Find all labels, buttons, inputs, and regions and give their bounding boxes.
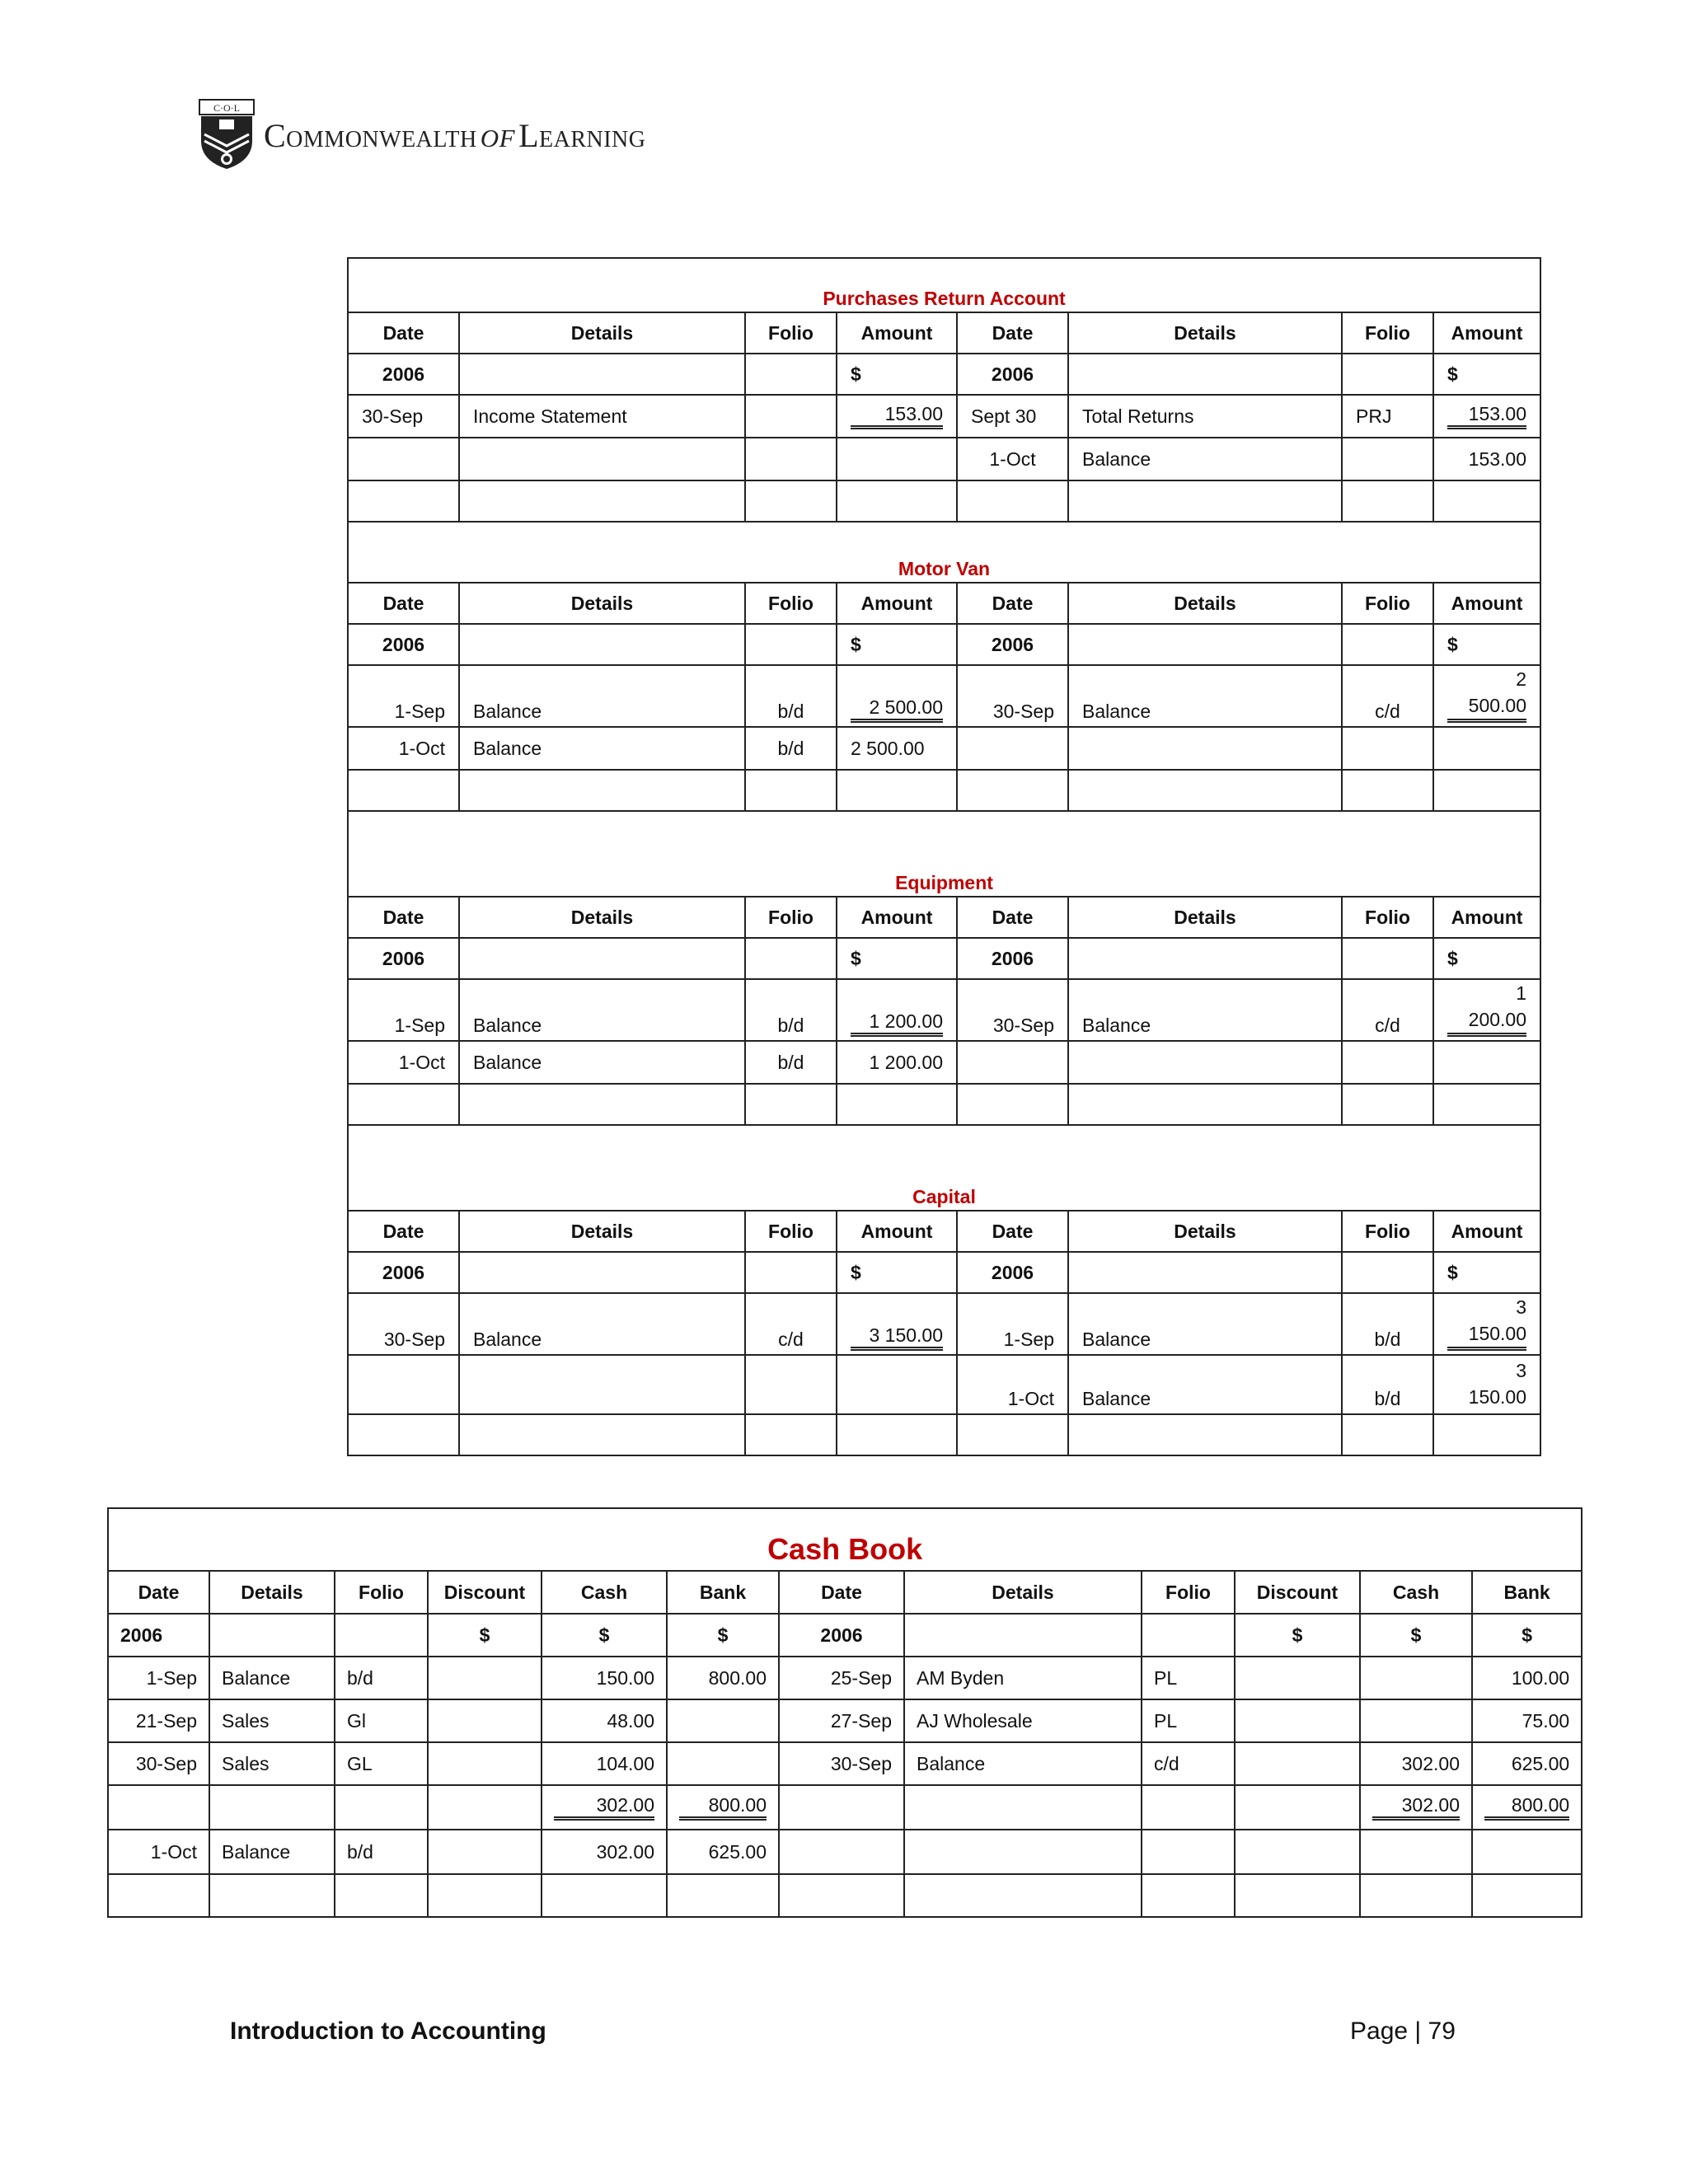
entry-folio: c/d	[745, 1293, 837, 1355]
capital-title-row	[348, 1125, 1540, 1211]
entry-folio: PL	[1142, 1657, 1235, 1699]
entry-amount: 3 150.00	[1433, 1293, 1540, 1355]
entry-folio: b/d	[335, 1830, 428, 1874]
header-folio: Folio	[745, 583, 837, 624]
entry-bank: 625.00	[1472, 1742, 1582, 1785]
header-amount: Amount	[837, 1211, 957, 1252]
header-details: Details	[459, 312, 745, 354]
entry-details: Sales	[209, 1699, 335, 1742]
entry-date: 30-Sep	[779, 1742, 904, 1785]
header-folio: Folio	[745, 1211, 837, 1252]
header-folio: Folio	[745, 312, 837, 354]
cash-book-row	[108, 1742, 1582, 1785]
entry-details: Balance	[459, 1041, 745, 1084]
ledger-entry-row	[348, 1041, 1540, 1084]
entry-date: 21-Sep	[108, 1699, 209, 1742]
logo-name-part1: Commonwealth	[264, 116, 477, 154]
entry-folio: c/d	[1342, 665, 1433, 727]
currency-cell: $	[1360, 1614, 1472, 1657]
ledger-entry-row	[348, 979, 1540, 1041]
currency-cell: $	[1235, 1614, 1360, 1657]
entry-cash: 48.00	[542, 1699, 667, 1742]
entry-date: 30-Sep	[957, 979, 1068, 1041]
year-row	[348, 354, 1540, 395]
entry-details: Balance	[459, 727, 745, 770]
entry-cash: 150.00	[542, 1657, 667, 1699]
entry-date: 1-Oct	[348, 727, 459, 770]
empty-row	[348, 1084, 1540, 1125]
entry-amount: 1 200.00	[837, 979, 957, 1041]
entry-details: Balance	[1068, 979, 1342, 1041]
currency-cell: $	[1472, 1614, 1582, 1657]
entry-cash	[1360, 1699, 1472, 1742]
header-details: Details	[459, 1211, 745, 1252]
entry-cash: 302.00	[1360, 1785, 1472, 1830]
currency-cell: $	[1433, 938, 1540, 979]
header-amount: Amount	[1433, 1211, 1540, 1252]
year-row	[348, 624, 1540, 665]
header-amount: Amount	[1433, 897, 1540, 938]
currency-cell: $	[837, 1252, 957, 1293]
currency-cell: $	[1433, 354, 1540, 395]
ledger-entry-row	[348, 665, 1540, 727]
col-logo	[198, 97, 646, 171]
currency-cell: $	[428, 1614, 542, 1657]
header-cash: Cash	[1360, 1571, 1472, 1614]
header-details: Details	[459, 897, 745, 938]
entry-folio: c/d	[1142, 1742, 1235, 1785]
empty-row	[348, 770, 1540, 811]
year-row	[348, 1252, 1540, 1293]
shield-crest-icon	[198, 98, 256, 171]
entry-discount	[1235, 1742, 1360, 1785]
ledger-header-row	[348, 583, 1540, 624]
entry-date: 30-Sep	[108, 1742, 209, 1785]
header-discount: Discount	[428, 1571, 542, 1614]
year-row	[348, 938, 1540, 979]
header-amount: Amount	[837, 583, 957, 624]
header-amount: Amount	[837, 312, 957, 354]
footer-page-number: Page | 79	[1350, 2018, 1456, 2045]
currency-cell: $	[542, 1614, 667, 1657]
entry-details: Balance	[1068, 1293, 1342, 1355]
entry-date: 1-Sep	[108, 1657, 209, 1699]
header-discount: Discount	[1235, 1571, 1360, 1614]
entry-details: Balance	[459, 1293, 745, 1355]
currency-cell: $	[837, 354, 957, 395]
year-cell: 2006	[957, 354, 1068, 395]
entry-bank: 800.00	[667, 1785, 779, 1830]
entry-bank	[667, 1742, 779, 1785]
entry-date: 1-Oct	[957, 1355, 1068, 1414]
entry-date: 1-Sep	[957, 1293, 1068, 1355]
header-amount: Amount	[1433, 583, 1540, 624]
entry-cash: 302.00	[542, 1830, 667, 1874]
entry-bank: 75.00	[1472, 1699, 1582, 1742]
entry-amount: 3 150.00	[837, 1293, 957, 1355]
header-date: Date	[957, 583, 1068, 624]
ledger-entry-row	[348, 438, 1540, 480]
equipment-title: Equipment	[348, 811, 1540, 897]
year-cell: 2006	[348, 624, 459, 665]
entry-cash: 302.00	[542, 1785, 667, 1830]
entry-folio: PRJ	[1342, 395, 1433, 438]
ledger-header-row	[348, 1211, 1540, 1252]
year-cell: 2006	[108, 1614, 209, 1657]
header-date: Date	[348, 583, 459, 624]
entry-folio: b/d	[745, 665, 837, 727]
entry-details: Balance	[1068, 438, 1342, 480]
header-folio: Folio	[745, 897, 837, 938]
svg-text:C·O·L: C·O·L	[213, 102, 240, 114]
ledger-entry-row	[348, 395, 1540, 438]
footer-book-title: Introduction to Accounting	[230, 2018, 546, 2045]
entry-folio	[745, 395, 837, 438]
entry-cash: 302.00	[1360, 1742, 1472, 1785]
entry-details: Income Statement	[459, 395, 745, 438]
header-date: Date	[957, 897, 1068, 938]
entry-amount: 1 200.00	[1433, 979, 1540, 1041]
motor-van-title-row	[348, 522, 1540, 583]
header-bank: Bank	[1472, 1571, 1582, 1614]
entry-details: Balance	[209, 1830, 335, 1874]
entry-bank: 100.00	[1472, 1657, 1582, 1699]
empty-row	[348, 480, 1540, 522]
header-date: Date	[108, 1571, 209, 1614]
header-folio: Folio	[1342, 1211, 1433, 1252]
header-date: Date	[779, 1571, 904, 1614]
entry-discount	[1235, 1699, 1360, 1742]
entry-details: Balance	[459, 665, 745, 727]
entry-amount: 2 500.00	[837, 665, 957, 727]
entry-discount	[428, 1657, 542, 1699]
entry-folio: Gl	[335, 1699, 428, 1742]
entry-cash	[1360, 1657, 1472, 1699]
year-cell: 2006	[348, 354, 459, 395]
entry-bank: 800.00	[1472, 1785, 1582, 1830]
entry-date: 25-Sep	[779, 1657, 904, 1699]
purchases-return-title: Purchases Return Account	[348, 258, 1540, 312]
entry-date: 30-Sep	[348, 395, 459, 438]
header-details: Details	[904, 1571, 1142, 1614]
cash-book-row	[108, 1699, 1582, 1742]
cash-book-row	[108, 1830, 1582, 1874]
entry-date: Sept 30	[957, 395, 1068, 438]
header-details: Details	[1068, 897, 1342, 938]
cash-book	[107, 1507, 1581, 1918]
entry-date: 30-Sep	[957, 665, 1068, 727]
entry-folio: b/d	[745, 1041, 837, 1084]
cash-book-title: Cash Book	[108, 1508, 1582, 1571]
logo-name-part2: Learning	[518, 116, 646, 154]
header-folio: Folio	[335, 1571, 428, 1614]
header-date: Date	[957, 312, 1068, 354]
header-date: Date	[348, 312, 459, 354]
header-details: Details	[1068, 583, 1342, 624]
entry-folio: b/d	[335, 1657, 428, 1699]
entry-date: 1-Oct	[957, 438, 1068, 480]
header-details: Details	[459, 583, 745, 624]
year-cell: 2006	[779, 1614, 904, 1657]
cash-book-total-row	[108, 1785, 1582, 1830]
cash-book-table	[107, 1507, 1582, 1918]
year-cell: 2006	[957, 1252, 1068, 1293]
entry-cash: 104.00	[542, 1742, 667, 1785]
currency-cell: $	[667, 1614, 779, 1657]
currency-cell: $	[837, 624, 957, 665]
entry-amount: 153.00	[1433, 438, 1540, 480]
header-folio: Folio	[1342, 312, 1433, 354]
entry-details: Sales	[209, 1742, 335, 1785]
equipment-title-row	[348, 811, 1540, 897]
entry-date: 1-Sep	[348, 665, 459, 727]
entry-amount: 1 200.00	[837, 1041, 957, 1084]
entry-discount	[428, 1699, 542, 1742]
purchases-return-title-row	[348, 258, 1540, 312]
currency-cell: $	[1433, 624, 1540, 665]
header-amount: Amount	[1433, 312, 1540, 354]
header-date: Date	[348, 1211, 459, 1252]
entry-folio: PL	[1142, 1699, 1235, 1742]
header-details: Details	[1068, 312, 1342, 354]
header-cash: Cash	[542, 1571, 667, 1614]
cash-book-row	[108, 1657, 1582, 1699]
entry-folio: b/d	[745, 979, 837, 1041]
ledger-entry-row	[348, 727, 1540, 770]
ledger-header-row	[348, 897, 1540, 938]
entry-date: 1-Oct	[108, 1830, 209, 1874]
ledger-entry-row	[348, 1355, 1540, 1414]
entry-details: Balance	[459, 979, 745, 1041]
entry-details: AM Byden	[904, 1657, 1142, 1699]
entry-details: Balance	[904, 1742, 1142, 1785]
entry-date: 1-Oct	[348, 1041, 459, 1084]
header-folio: Folio	[1342, 897, 1433, 938]
header-date: Date	[957, 1211, 1068, 1252]
year-cell: 2006	[348, 938, 459, 979]
entry-bank	[667, 1699, 779, 1742]
entry-folio: c/d	[1342, 979, 1433, 1041]
entry-folio: b/d	[1342, 1293, 1433, 1355]
header-bank: Bank	[667, 1571, 779, 1614]
ledger-entry-row	[348, 1293, 1540, 1355]
capital-title: Capital	[348, 1125, 1540, 1211]
logo-wordmark	[264, 114, 646, 156]
entry-details: Balance	[1068, 665, 1342, 727]
entry-amount: 2 500.00	[1433, 665, 1540, 727]
logo-name-of: of	[480, 114, 516, 155]
entry-amount: 2 500.00	[837, 727, 957, 770]
entry-details: Total Returns	[1068, 395, 1342, 438]
motor-van-title: Motor Van	[348, 522, 1540, 583]
entry-folio: b/d	[1342, 1355, 1433, 1414]
header-details: Details	[1068, 1211, 1342, 1252]
entry-folio: b/d	[745, 727, 837, 770]
entry-amount: 153.00	[837, 395, 957, 438]
ledger-accounts	[347, 257, 1540, 1456]
cash-book-header-row	[108, 1571, 1582, 1614]
entry-discount	[428, 1742, 542, 1785]
year-cell: 2006	[957, 624, 1068, 665]
header-details: Details	[209, 1571, 335, 1614]
year-cell: 2006	[348, 1252, 459, 1293]
entry-amount: 153.00	[1433, 395, 1540, 438]
currency-cell: $	[1433, 1252, 1540, 1293]
ledger-header-row	[348, 312, 1540, 354]
entry-bank: 800.00	[667, 1657, 779, 1699]
header-date: Date	[348, 897, 459, 938]
currency-cell: $	[837, 938, 957, 979]
ledger-table	[347, 257, 1541, 1456]
entry-folio: GL	[335, 1742, 428, 1785]
entry-date: 27-Sep	[779, 1699, 904, 1742]
entry-bank: 625.00	[667, 1830, 779, 1874]
entry-date: 30-Sep	[348, 1293, 459, 1355]
header-amount: Amount	[837, 897, 957, 938]
entry-amount: 3 150.00	[1433, 1355, 1540, 1414]
year-row	[108, 1614, 1582, 1657]
header-folio: Folio	[1142, 1571, 1235, 1614]
entry-date: 1-Sep	[348, 979, 459, 1041]
empty-row	[348, 1414, 1540, 1455]
entry-details: AJ Wholesale	[904, 1699, 1142, 1742]
entry-details: Balance	[209, 1657, 335, 1699]
header-folio: Folio	[1342, 583, 1433, 624]
empty-row	[108, 1874, 1582, 1917]
year-cell: 2006	[957, 938, 1068, 979]
entry-details: Balance	[1068, 1355, 1342, 1414]
entry-discount	[1235, 1657, 1360, 1699]
